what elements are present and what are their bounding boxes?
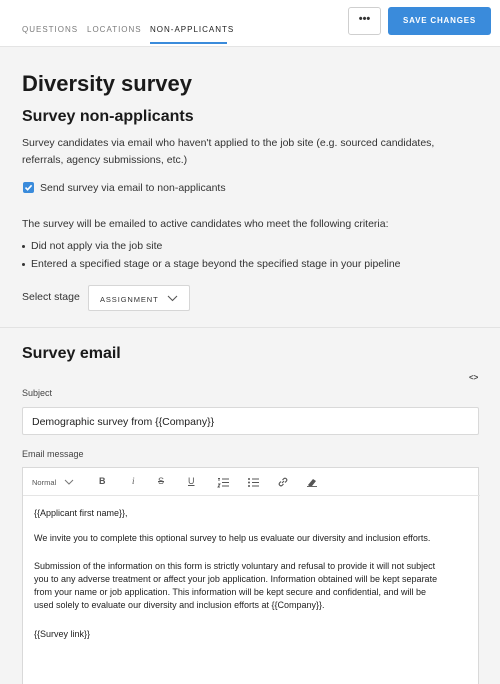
stage-label: Select stage [22, 291, 80, 303]
page-title: Diversity survey [22, 71, 192, 96]
message-line: We invite you to complete this optional survey to help us evaluate our diversity and inclusion efforts. [34, 533, 431, 543]
description: Survey candidates via email who haven't applied to the job site (e.g. sourced candidates, referrals, agency submissions, etc.) [22, 137, 435, 166]
send-survey-label: Send survey via email to non-applicants [40, 182, 226, 194]
subject-input[interactable] [22, 407, 479, 435]
section-divider [0, 327, 500, 328]
code-view-icon[interactable]: <> [469, 373, 479, 382]
email-message-editor[interactable] [22, 467, 479, 684]
message-line: used solely to evaluate our diversity and inclusion efforts at {{Company}}. [34, 600, 325, 610]
criteria-item: Did not apply via the job site [22, 240, 162, 252]
save-changes-button[interactable]: SAVE CHANGES [388, 7, 491, 35]
send-survey-checkbox[interactable] [23, 182, 34, 193]
italic-button[interactable]: i [132, 476, 135, 486]
tab-locations[interactable]: LOCATIONS [87, 25, 142, 34]
criteria-item: Entered a specified stage or a stage beyond the specified stage in your pipeline [22, 258, 401, 270]
message-line: from your name or job application. This information will be kept secure and confidential, and will be [34, 587, 427, 597]
message-line: Submission of the information on this form is strictly voluntary and refusal to provide it will not subject [34, 561, 436, 571]
subject-value: Demographic survey from {{Company}} [32, 416, 215, 428]
stage-dropdown[interactable] [88, 285, 190, 311]
tab-non-applicants[interactable]: NON-APPLICANTS [150, 25, 235, 34]
top-bar [0, 0, 500, 47]
stage-value: ASSIGNMENT [100, 295, 159, 304]
underline-button[interactable]: U [188, 476, 195, 486]
message-line: you to any adverse treatment or affect your job application. Information obtained will be kept separate [34, 574, 438, 584]
more-options-button[interactable]: ••• [348, 7, 381, 35]
message-line: {{Survey link}} [34, 629, 91, 639]
strikethrough-button[interactable]: S [158, 476, 165, 486]
subject-label: Subject [22, 388, 53, 398]
chevron-down-icon [167, 295, 178, 302]
link-icon[interactable] [277, 476, 289, 488]
chevron-down-icon [64, 479, 74, 485]
active-tab-indicator [150, 42, 227, 44]
section-title: Survey non-applicants [22, 108, 194, 125]
editor-toolbar [23, 468, 480, 496]
clear-format-icon[interactable] [306, 476, 319, 488]
survey-email-title: Survey email [22, 345, 121, 362]
format-select[interactable]: Normal [32, 478, 57, 487]
tab-questions[interactable]: QUESTIONS [22, 25, 79, 34]
bold-button[interactable]: B [99, 476, 106, 486]
email-message-label: Email message [22, 449, 84, 459]
ordered-list-icon[interactable] [217, 477, 230, 488]
message-line: {{Applicant first name}}, [34, 508, 128, 518]
check-icon [24, 183, 33, 192]
bullet-list-icon[interactable] [247, 477, 260, 488]
criteria-intro: The survey will be emailed to active candidates who meet the following criteria: [22, 218, 389, 230]
